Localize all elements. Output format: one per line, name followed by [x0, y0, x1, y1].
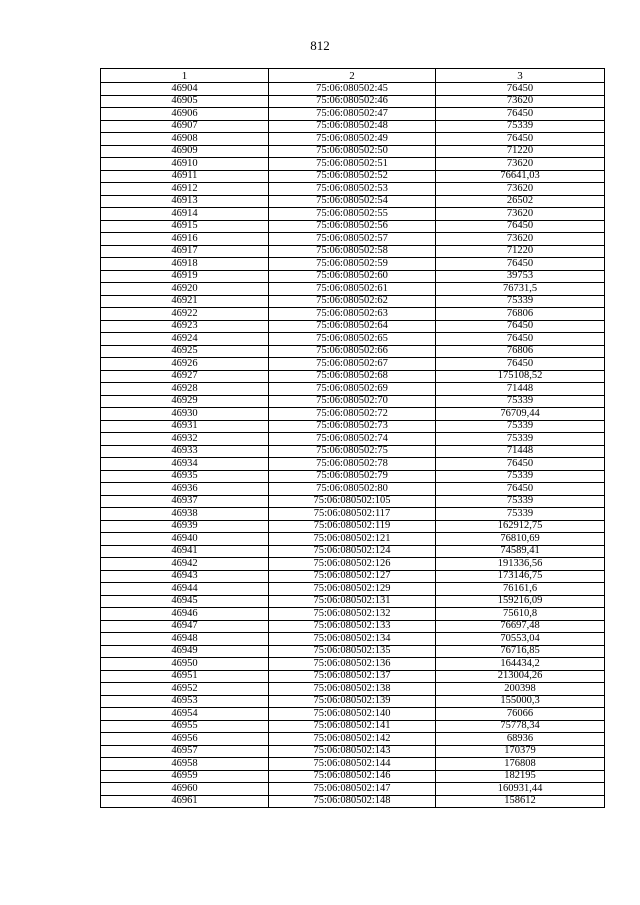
table-row	[101, 408, 605, 421]
row-number-cell: 46929	[101, 395, 269, 408]
table-row	[101, 220, 605, 233]
cadastral-number-cell: 75:06:080502:70	[269, 395, 436, 408]
value-cell: 70553,04	[436, 633, 605, 646]
value-cell: 76806	[436, 308, 605, 321]
table-row	[101, 570, 605, 583]
value-cell: 158612	[436, 795, 605, 808]
row-number-cell: 46904	[101, 83, 269, 96]
cadastral-number-cell: 75:06:080502:69	[269, 383, 436, 396]
row-number-cell: 46934	[101, 458, 269, 471]
table-row	[101, 783, 605, 796]
row-number-cell: 46914	[101, 208, 269, 221]
cadastral-number-cell: 75:06:080502:147	[269, 783, 436, 796]
value-cell: 71220	[436, 245, 605, 258]
value-cell: 200398	[436, 683, 605, 696]
row-number-cell: 46946	[101, 608, 269, 621]
cadastral-number-cell: 75:06:080502:134	[269, 633, 436, 646]
header-row	[101, 69, 605, 83]
value-cell: 213004,26	[436, 670, 605, 683]
column-header-3: 3	[436, 69, 605, 83]
value-cell: 155000,3	[436, 695, 605, 708]
cadastral-number-cell: 75:06:080502:78	[269, 458, 436, 471]
cadastral-number-cell: 75:06:080502:75	[269, 445, 436, 458]
cadastral-number-cell: 75:06:080502:57	[269, 233, 436, 246]
cadastral-number-cell: 75:06:080502:126	[269, 558, 436, 571]
cadastral-number-cell: 75:06:080502:49	[269, 133, 436, 146]
cadastral-number-cell: 75:06:080502:137	[269, 670, 436, 683]
page-number: 812	[310, 38, 330, 53]
cadastral-number-cell: 75:06:080502:74	[269, 433, 436, 446]
table-row	[101, 633, 605, 646]
table-row	[101, 133, 605, 146]
value-cell: 75339	[436, 120, 605, 133]
cadastral-number-cell: 75:06:080502:67	[269, 358, 436, 371]
table-row	[101, 720, 605, 733]
table-row	[101, 208, 605, 221]
value-cell: 76450	[436, 83, 605, 96]
row-number-cell: 46951	[101, 670, 269, 683]
value-cell: 76806	[436, 345, 605, 358]
row-number-cell: 46923	[101, 320, 269, 333]
cadastral-number-cell: 75:06:080502:119	[269, 520, 436, 533]
row-number-cell: 46907	[101, 120, 269, 133]
cadastral-number-cell: 75:06:080502:140	[269, 708, 436, 721]
column-header-2: 2	[269, 69, 436, 83]
data-table	[100, 68, 605, 808]
cadastral-number-cell: 75:06:080502:79	[269, 470, 436, 483]
table-row	[101, 558, 605, 571]
value-cell: 182195	[436, 770, 605, 783]
value-cell: 176808	[436, 758, 605, 771]
table-row	[101, 95, 605, 108]
cadastral-number-cell: 75:06:080502:48	[269, 120, 436, 133]
table-row	[101, 383, 605, 396]
value-cell: 73620	[436, 183, 605, 196]
table-row	[101, 195, 605, 208]
table-row	[101, 758, 605, 771]
value-cell: 76066	[436, 708, 605, 721]
cadastral-number-cell: 75:06:080502:139	[269, 695, 436, 708]
table-row	[101, 483, 605, 496]
value-cell: 71448	[436, 383, 605, 396]
cadastral-number-cell: 75:06:080502:55	[269, 208, 436, 221]
value-cell: 39753	[436, 270, 605, 283]
table-row	[101, 183, 605, 196]
row-number-cell: 46960	[101, 783, 269, 796]
row-number-cell: 46947	[101, 620, 269, 633]
table-row	[101, 158, 605, 171]
value-cell: 76450	[436, 333, 605, 346]
table-row	[101, 458, 605, 471]
row-number-cell: 46912	[101, 183, 269, 196]
cadastral-number-cell: 75:06:080502:121	[269, 533, 436, 546]
row-number-cell: 46958	[101, 758, 269, 771]
cadastral-number-cell: 75:06:080502:124	[269, 545, 436, 558]
cadastral-number-cell: 75:06:080502:136	[269, 658, 436, 671]
row-number-cell: 46956	[101, 733, 269, 746]
row-number-cell: 46953	[101, 695, 269, 708]
value-cell: 160931,44	[436, 783, 605, 796]
cadastral-number-cell: 75:06:080502:45	[269, 83, 436, 96]
cadastral-number-cell: 75:06:080502:135	[269, 645, 436, 658]
table-row	[101, 595, 605, 608]
cadastral-number-cell: 75:06:080502:47	[269, 108, 436, 121]
value-cell: 76161,6	[436, 583, 605, 596]
value-cell: 75339	[436, 395, 605, 408]
row-number-cell: 46949	[101, 645, 269, 658]
table-row	[101, 283, 605, 296]
table-row	[101, 258, 605, 271]
cadastral-number-cell: 75:06:080502:141	[269, 720, 436, 733]
table-row	[101, 170, 605, 183]
row-number-cell: 46937	[101, 495, 269, 508]
row-number-cell: 46913	[101, 195, 269, 208]
table-row	[101, 508, 605, 521]
table-row	[101, 333, 605, 346]
row-number-cell: 46955	[101, 720, 269, 733]
value-cell: 76450	[436, 108, 605, 121]
table-header	[101, 69, 605, 83]
row-number-cell: 46952	[101, 683, 269, 696]
row-number-cell: 46932	[101, 433, 269, 446]
cadastral-number-cell: 75:06:080502:51	[269, 158, 436, 171]
value-cell: 76731,5	[436, 283, 605, 296]
value-cell: 71220	[436, 145, 605, 158]
table-row	[101, 358, 605, 371]
table-row	[101, 670, 605, 683]
cadastral-number-cell: 75:06:080502:133	[269, 620, 436, 633]
value-cell: 75339	[436, 470, 605, 483]
cadastral-number-cell: 75:06:080502:58	[269, 245, 436, 258]
value-cell: 76450	[436, 358, 605, 371]
value-cell: 76450	[436, 133, 605, 146]
value-cell: 75339	[436, 433, 605, 446]
value-cell: 76450	[436, 458, 605, 471]
cadastral-number-cell: 75:06:080502:66	[269, 345, 436, 358]
cadastral-number-cell: 75:06:080502:127	[269, 570, 436, 583]
value-cell: 162912,75	[436, 520, 605, 533]
row-number-cell: 46950	[101, 658, 269, 671]
cadastral-number-cell: 75:06:080502:59	[269, 258, 436, 271]
table-row	[101, 620, 605, 633]
value-cell: 173146,75	[436, 570, 605, 583]
table-row	[101, 420, 605, 433]
value-cell: 75339	[436, 495, 605, 508]
row-number-cell: 46927	[101, 370, 269, 383]
row-number-cell: 46922	[101, 308, 269, 321]
row-number-cell: 46910	[101, 158, 269, 171]
cadastral-number-cell: 75:06:080502:146	[269, 770, 436, 783]
table-row	[101, 245, 605, 258]
cadastral-number-cell: 75:06:080502:63	[269, 308, 436, 321]
table-row	[101, 145, 605, 158]
row-number-cell: 46957	[101, 745, 269, 758]
cadastral-number-cell: 75:06:080502:138	[269, 683, 436, 696]
row-number-cell: 46925	[101, 345, 269, 358]
value-cell: 170379	[436, 745, 605, 758]
table-row	[101, 433, 605, 446]
table-row	[101, 370, 605, 383]
cadastral-number-cell: 75:06:080502:61	[269, 283, 436, 296]
row-number-cell: 46935	[101, 470, 269, 483]
cadastral-number-cell: 75:06:080502:142	[269, 733, 436, 746]
table-body	[101, 83, 605, 808]
cadastral-number-cell: 75:06:080502:64	[269, 320, 436, 333]
value-cell: 75778,34	[436, 720, 605, 733]
value-cell: 164434,2	[436, 658, 605, 671]
value-cell: 76450	[436, 483, 605, 496]
table-row	[101, 270, 605, 283]
cadastral-number-cell: 75:06:080502:131	[269, 595, 436, 608]
row-number-cell: 46933	[101, 445, 269, 458]
value-cell: 175108,52	[436, 370, 605, 383]
cadastral-number-cell: 75:06:080502:65	[269, 333, 436, 346]
value-cell: 26502	[436, 195, 605, 208]
cadastral-number-cell: 75:06:080502:56	[269, 220, 436, 233]
table-row	[101, 108, 605, 121]
row-number-cell: 46945	[101, 595, 269, 608]
cadastral-number-cell: 75:06:080502:54	[269, 195, 436, 208]
value-cell: 76716,85	[436, 645, 605, 658]
table-row	[101, 645, 605, 658]
row-number-cell: 46908	[101, 133, 269, 146]
value-cell: 73620	[436, 95, 605, 108]
cadastral-number-cell: 75:06:080502:105	[269, 495, 436, 508]
row-number-cell: 46909	[101, 145, 269, 158]
value-cell: 159216,09	[436, 595, 605, 608]
cadastral-number-cell: 75:06:080502:73	[269, 420, 436, 433]
column-header-1: 1	[101, 69, 269, 83]
row-number-cell: 46959	[101, 770, 269, 783]
cadastral-number-cell: 75:06:080502:143	[269, 745, 436, 758]
cadastral-number-cell: 75:06:080502:68	[269, 370, 436, 383]
table-row	[101, 795, 605, 808]
table-row	[101, 83, 605, 96]
table-row	[101, 395, 605, 408]
row-number-cell: 46924	[101, 333, 269, 346]
row-number-cell: 46916	[101, 233, 269, 246]
table-row	[101, 695, 605, 708]
row-number-cell: 46918	[101, 258, 269, 271]
cadastral-number-cell: 75:06:080502:129	[269, 583, 436, 596]
value-cell: 74589,41	[436, 545, 605, 558]
cadastral-number-cell: 75:06:080502:53	[269, 183, 436, 196]
value-cell: 71448	[436, 445, 605, 458]
cadastral-number-cell: 75:06:080502:132	[269, 608, 436, 621]
cadastral-number-cell: 75:06:080502:50	[269, 145, 436, 158]
table-row	[101, 770, 605, 783]
table-row	[101, 295, 605, 308]
table-row	[101, 320, 605, 333]
value-cell: 191336,56	[436, 558, 605, 571]
value-cell: 75339	[436, 295, 605, 308]
value-cell: 76641,03	[436, 170, 605, 183]
table-row	[101, 683, 605, 696]
row-number-cell: 46954	[101, 708, 269, 721]
value-cell: 76810,69	[436, 533, 605, 546]
row-number-cell: 46930	[101, 408, 269, 421]
table-row	[101, 745, 605, 758]
row-number-cell: 46906	[101, 108, 269, 121]
row-number-cell: 46911	[101, 170, 269, 183]
row-number-cell: 46941	[101, 545, 269, 558]
value-cell: 76709,44	[436, 408, 605, 421]
table-row	[101, 495, 605, 508]
row-number-cell: 46942	[101, 558, 269, 571]
table-row	[101, 233, 605, 246]
row-number-cell: 46920	[101, 283, 269, 296]
value-cell: 76450	[436, 220, 605, 233]
value-cell: 75339	[436, 420, 605, 433]
value-cell: 68936	[436, 733, 605, 746]
row-number-cell: 46936	[101, 483, 269, 496]
row-number-cell: 46961	[101, 795, 269, 808]
table-row	[101, 608, 605, 621]
cadastral-number-cell: 75:06:080502:117	[269, 508, 436, 521]
value-cell: 76450	[436, 258, 605, 271]
value-cell: 75339	[436, 508, 605, 521]
value-cell: 76697,48	[436, 620, 605, 633]
row-number-cell: 46926	[101, 358, 269, 371]
row-number-cell: 46940	[101, 533, 269, 546]
table-row	[101, 345, 605, 358]
cadastral-number-cell: 75:06:080502:52	[269, 170, 436, 183]
table-row	[101, 708, 605, 721]
row-number-cell: 46921	[101, 295, 269, 308]
cadastral-number-cell: 75:06:080502:72	[269, 408, 436, 421]
value-cell: 73620	[436, 158, 605, 171]
table-row	[101, 733, 605, 746]
row-number-cell: 46944	[101, 583, 269, 596]
table-row	[101, 120, 605, 133]
cadastral-number-cell: 75:06:080502:46	[269, 95, 436, 108]
row-number-cell: 46931	[101, 420, 269, 433]
cadastral-number-cell: 75:06:080502:148	[269, 795, 436, 808]
cadastral-number-cell: 75:06:080502:80	[269, 483, 436, 496]
row-number-cell: 46943	[101, 570, 269, 583]
value-cell: 73620	[436, 208, 605, 221]
cadastral-number-cell: 75:06:080502:144	[269, 758, 436, 771]
value-cell: 75610,8	[436, 608, 605, 621]
row-number-cell: 46919	[101, 270, 269, 283]
row-number-cell: 46948	[101, 633, 269, 646]
value-cell: 73620	[436, 233, 605, 246]
row-number-cell: 46917	[101, 245, 269, 258]
table-row	[101, 470, 605, 483]
value-cell: 76450	[436, 320, 605, 333]
table-row	[101, 445, 605, 458]
row-number-cell: 46915	[101, 220, 269, 233]
table-row	[101, 308, 605, 321]
table-row	[101, 658, 605, 671]
row-number-cell: 46939	[101, 520, 269, 533]
table-row	[101, 520, 605, 533]
cadastral-number-cell: 75:06:080502:62	[269, 295, 436, 308]
table-row	[101, 545, 605, 558]
row-number-cell: 46938	[101, 508, 269, 521]
table-row	[101, 583, 605, 596]
row-number-cell: 46928	[101, 383, 269, 396]
row-number-cell: 46905	[101, 95, 269, 108]
table-row	[101, 533, 605, 546]
cadastral-number-cell: 75:06:080502:60	[269, 270, 436, 283]
